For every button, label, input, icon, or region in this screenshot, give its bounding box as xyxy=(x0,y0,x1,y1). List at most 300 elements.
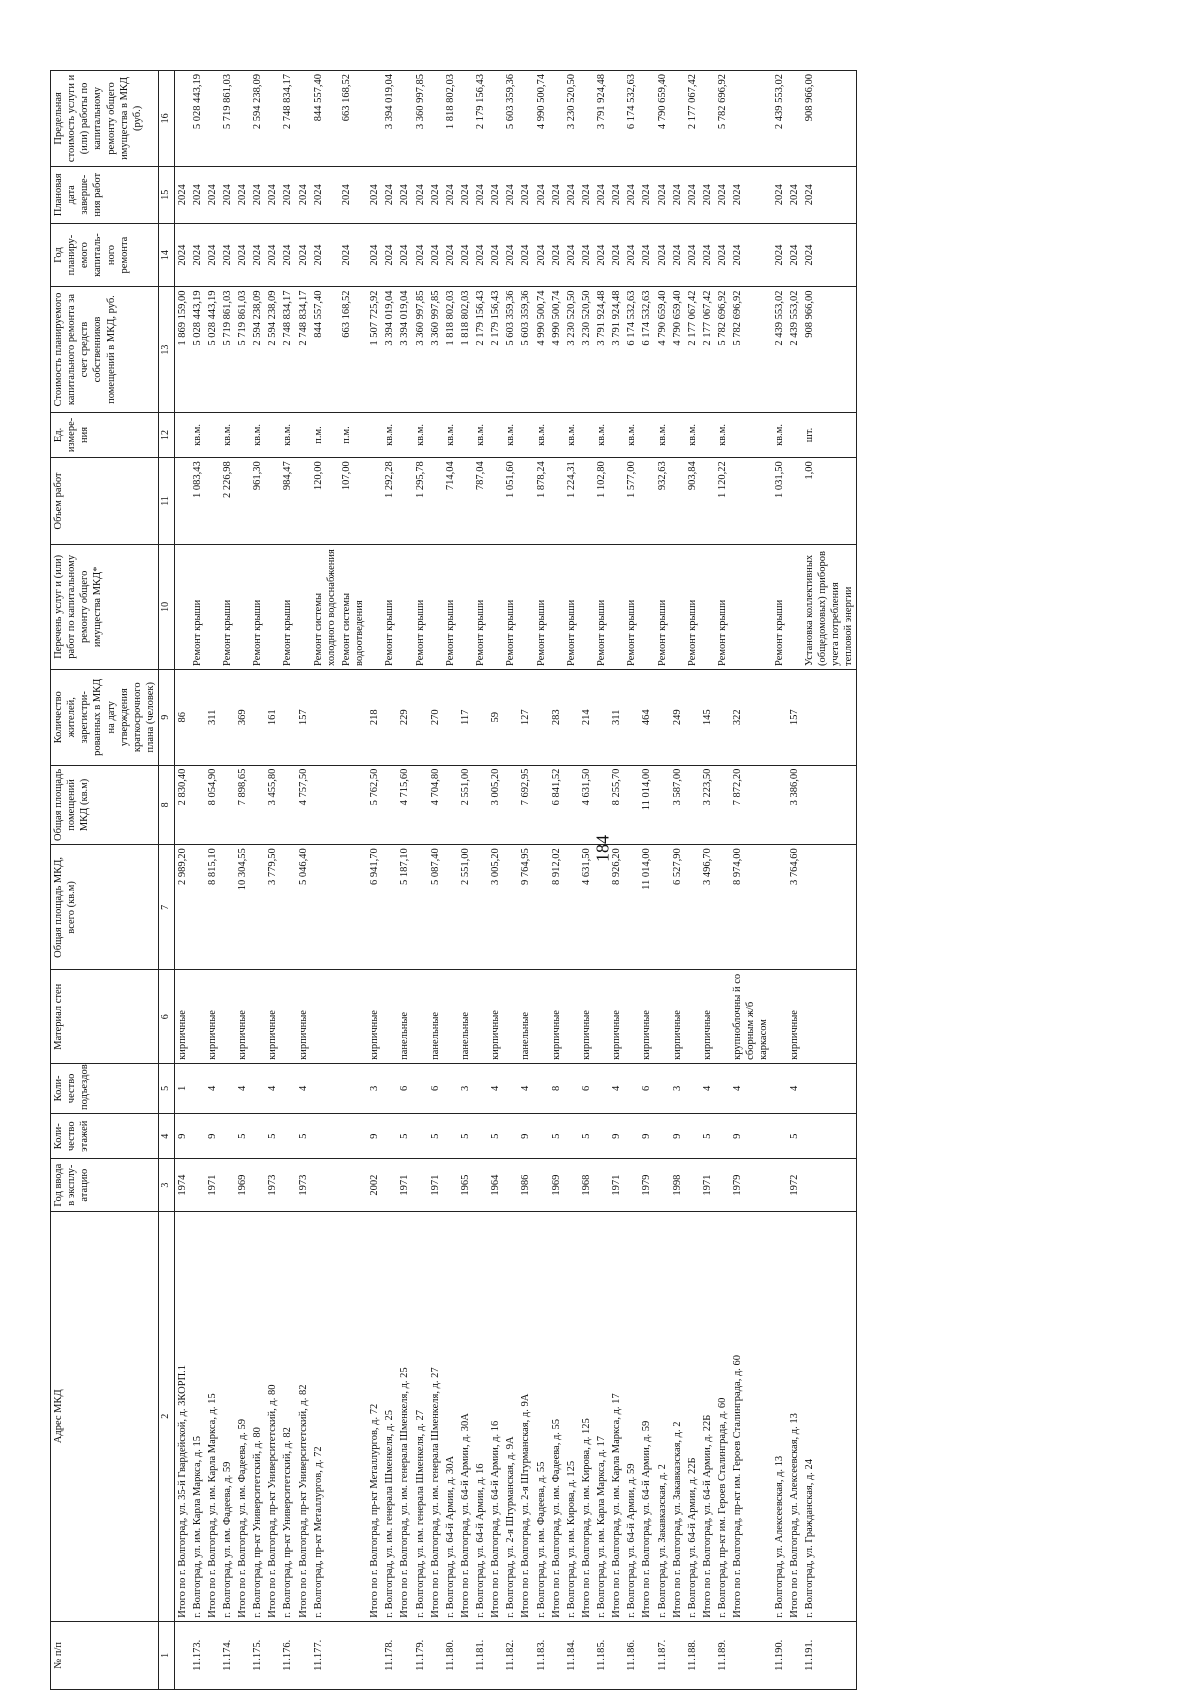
table-cell: 2024 xyxy=(311,223,339,287)
table-cell xyxy=(311,1159,339,1211)
table-cell xyxy=(235,1621,250,1689)
table-cell: 1965 xyxy=(458,1159,473,1211)
table-cell: 5 603 359,36 xyxy=(503,287,518,412)
table-cell xyxy=(339,845,367,970)
table-cell xyxy=(579,458,594,545)
table-cell: Итого по г. Волгоград, пр-кт Университетский, д. 80 xyxy=(265,1211,280,1621)
table-cell: 2024 xyxy=(339,166,367,223)
table-cell xyxy=(518,412,533,458)
table-cell: 3 394 019,04 xyxy=(397,287,412,412)
table-cell: г. Волгоград, ул. им. Карла Маркса, д. 15 xyxy=(190,1211,205,1621)
table-cell: 2024 xyxy=(787,223,802,287)
table-cell: 1973 xyxy=(265,1159,280,1211)
table-cell: кв.м. xyxy=(250,412,265,458)
table-cell: 1969 xyxy=(549,1159,564,1211)
table-cell xyxy=(413,845,428,970)
table-cell: 2 179 156,43 xyxy=(488,287,503,412)
table-cell: 214 xyxy=(579,669,594,765)
table-cell: 6 174 532,63 xyxy=(624,71,639,167)
table-cell xyxy=(685,845,700,970)
table-cell xyxy=(564,970,579,1063)
table-cell xyxy=(700,412,715,458)
table-cell: кирпичные xyxy=(235,970,250,1063)
table-cell: кв.м. xyxy=(624,412,639,458)
table-cell xyxy=(579,412,594,458)
table-cell: 6 841,52 xyxy=(549,765,564,845)
table-row xyxy=(700,71,715,1690)
table-cell: 1971 xyxy=(205,1159,220,1211)
table-cell xyxy=(772,765,787,845)
table-cell xyxy=(549,544,564,669)
table-cell: 2024 xyxy=(174,223,190,287)
table-cell xyxy=(549,71,564,167)
table-cell xyxy=(503,765,518,845)
column-header: Материал стен xyxy=(51,970,159,1063)
table-cell: г. Волгоград, ул. им. Кирова, д. 125 xyxy=(564,1211,579,1621)
table-cell xyxy=(190,1159,205,1211)
page-number: 184 xyxy=(592,835,613,862)
table-cell: 5 xyxy=(700,1113,715,1159)
table-cell xyxy=(685,765,700,845)
table-cell xyxy=(700,544,715,669)
table-cell xyxy=(174,412,190,458)
table-cell xyxy=(280,765,295,845)
table-cell: 11.186. xyxy=(624,1621,639,1689)
table-cell: 1 869 159,00 xyxy=(174,287,190,412)
table-cell xyxy=(639,71,654,167)
table-cell: Итого по г. Волгоград, ул. 64-й Армии, д. 59 xyxy=(639,1211,654,1621)
column-header: Адрес МКД xyxy=(51,1211,159,1621)
table-cell: г. Волгоград, пр-кт Университетский, д. 80 xyxy=(250,1211,265,1621)
table-cell: 6 xyxy=(397,1063,412,1113)
table-cell xyxy=(624,1063,639,1113)
table-row xyxy=(670,71,685,1690)
table-cell xyxy=(730,412,771,458)
table-cell: 11.176. xyxy=(280,1621,295,1689)
table-cell: 3 791 924,48 xyxy=(609,287,624,412)
table-cell xyxy=(367,458,382,545)
table-cell xyxy=(772,669,787,765)
table-row xyxy=(685,71,700,1690)
column-number: 9 xyxy=(159,669,175,765)
table-cell: Ремонт крыши xyxy=(685,544,700,669)
table-cell: Ремонт крыши xyxy=(382,544,397,669)
table-cell: 2024 xyxy=(549,223,564,287)
table-cell xyxy=(594,1113,609,1159)
table-cell: 3 791 924,48 xyxy=(594,287,609,412)
table-cell: 2024 xyxy=(235,166,250,223)
table-cell: 5 xyxy=(787,1113,802,1159)
table-cell: 1 818 802,03 xyxy=(443,287,458,412)
table-cell: Итого по г. Волгоград, пр-кт Металлургов, д. 72 xyxy=(367,1211,382,1621)
table-cell xyxy=(413,669,428,765)
table-cell: 11.191. xyxy=(802,1621,857,1689)
table-cell: Итого по г. Волгоград, ул. Закавказская, д. 2 xyxy=(670,1211,685,1621)
table-cell xyxy=(655,1063,670,1113)
table-cell: 2024 xyxy=(280,223,295,287)
table-cell: 11.177. xyxy=(311,1621,339,1689)
table-cell xyxy=(280,1063,295,1113)
table-cell: кв.м. xyxy=(534,412,549,458)
table-cell: г. Волгоград, ул. им. Фадеева, д. 59 xyxy=(220,1211,235,1621)
table-cell: 2024 xyxy=(700,166,715,223)
table-cell: 7 898,65 xyxy=(235,765,250,845)
table-cell: 11.189. xyxy=(715,1621,730,1689)
table-cell xyxy=(428,458,443,545)
table-cell xyxy=(473,970,488,1063)
table-cell xyxy=(382,1063,397,1113)
table-cell: г. Волгоград, ул. им. генерала Шменкеля, д. 27 xyxy=(413,1211,428,1621)
table-cell: 2 177 067,42 xyxy=(685,71,700,167)
table-cell: п.м. xyxy=(311,412,339,458)
table-cell xyxy=(534,845,549,970)
table-cell xyxy=(339,1621,367,1689)
table-cell: 5 xyxy=(458,1113,473,1159)
table-cell: Ремонт крыши xyxy=(594,544,609,669)
table-cell: Итого по г. Волгоград, ул. им. Карла Маркса, д. 17 xyxy=(609,1211,624,1621)
table-cell: 4 715,60 xyxy=(397,765,412,845)
table-cell: 1 120,22 xyxy=(715,458,730,545)
table-row xyxy=(265,71,280,1690)
table-cell xyxy=(488,1621,503,1689)
table-cell xyxy=(534,970,549,1063)
table-cell xyxy=(700,1621,715,1689)
table-cell: г. Волгоград, ул. 64-й Армии, д. 22Б xyxy=(685,1211,700,1621)
table-cell xyxy=(685,1113,700,1159)
table-cell xyxy=(382,1159,397,1211)
table-cell: 6 527,90 xyxy=(670,845,685,970)
table-cell: г. Волгоград, ул. 64-й Армии, д. 16 xyxy=(473,1211,488,1621)
table-cell xyxy=(339,1211,367,1621)
table-cell xyxy=(190,1113,205,1159)
table-cell: кв.м. xyxy=(473,412,488,458)
table-body xyxy=(174,71,857,1690)
table-cell xyxy=(250,669,265,765)
table-cell: 157 xyxy=(787,669,802,765)
table-cell: 9 764,95 xyxy=(518,845,533,970)
table-cell: 2024 xyxy=(594,223,609,287)
table-row xyxy=(518,71,533,1690)
table-cell xyxy=(397,1621,412,1689)
table-cell: 1973 xyxy=(296,1159,311,1211)
table-row xyxy=(609,71,624,1690)
table-cell: 2024 xyxy=(624,166,639,223)
column-number: 15 xyxy=(159,166,175,223)
table-cell xyxy=(443,845,458,970)
table-cell: 3 764,60 xyxy=(787,845,802,970)
table-cell: 908 966,00 xyxy=(802,71,857,167)
table-cell: 2024 xyxy=(802,223,857,287)
table-cell: 5 719 861,03 xyxy=(220,71,235,167)
table-cell xyxy=(190,669,205,765)
table-cell: Ремонт крыши xyxy=(655,544,670,669)
table-cell xyxy=(730,458,771,545)
table-cell: Итого по г. Волгоград, пр-кт им. Героев Сталинграда, д. 60 xyxy=(730,1211,771,1621)
table-cell: 11.183. xyxy=(534,1621,549,1689)
table-cell: 1979 xyxy=(730,1159,771,1211)
table-cell xyxy=(220,1063,235,1113)
table-cell: 9 xyxy=(518,1113,533,1159)
table-cell: Итого по г. Волгоград, ул. им. Кирова, д. 125 xyxy=(579,1211,594,1621)
table-cell: кв.м. xyxy=(190,412,205,458)
table-cell: 2024 xyxy=(624,223,639,287)
table-cell xyxy=(549,412,564,458)
table-cell: крупноблочны й со сборным ж/б каркасом xyxy=(730,970,771,1063)
column-number: 12 xyxy=(159,412,175,458)
table-cell xyxy=(339,1159,367,1211)
table-cell xyxy=(534,1063,549,1113)
table-cell: 2024 xyxy=(250,166,265,223)
table-cell: кв.м. xyxy=(220,412,235,458)
table-cell xyxy=(428,412,443,458)
table-cell: 4 xyxy=(787,1063,802,1113)
table-cell xyxy=(280,1113,295,1159)
table-cell: 3 394 019,04 xyxy=(382,287,397,412)
table-cell: 5 028 443,19 xyxy=(190,71,205,167)
table-cell: 59 xyxy=(488,669,503,765)
table-cell: кирпичные xyxy=(265,970,280,1063)
table-cell xyxy=(428,1621,443,1689)
table-cell: 1 818 802,03 xyxy=(458,287,473,412)
table-cell: 9 xyxy=(730,1113,771,1159)
table-cell: 11.181. xyxy=(473,1621,488,1689)
table-cell: панельные xyxy=(397,970,412,1063)
table-row xyxy=(488,71,503,1690)
table-cell: 4 xyxy=(205,1063,220,1113)
table-cell: 5 782 696,92 xyxy=(715,287,730,412)
table-cell: 5 719 861,03 xyxy=(235,287,250,412)
table-cell: 311 xyxy=(609,669,624,765)
table-cell xyxy=(174,544,190,669)
table-cell: 2024 xyxy=(413,223,428,287)
table-cell: 2 594 238,09 xyxy=(250,71,265,167)
table-cell xyxy=(609,412,624,458)
table-cell: 903,84 xyxy=(685,458,700,545)
table-header-row xyxy=(51,71,159,1690)
table-row xyxy=(624,71,639,1690)
table-cell: 2024 xyxy=(190,166,205,223)
table-cell: 6 941,70 xyxy=(367,845,382,970)
table-cell xyxy=(397,71,412,167)
table-cell: 2024 xyxy=(458,166,473,223)
table-cell: Ремонт крыши xyxy=(772,544,787,669)
table-cell xyxy=(397,412,412,458)
table-cell: 6 xyxy=(639,1063,654,1113)
table-cell: 2 179 156,43 xyxy=(473,287,488,412)
table-cell: 5 782 696,92 xyxy=(730,287,771,412)
table-cell: 2024 xyxy=(715,223,730,287)
table-cell: 2024 xyxy=(772,223,787,287)
table-cell xyxy=(443,1159,458,1211)
table-cell xyxy=(220,669,235,765)
table-cell: 5 xyxy=(296,1113,311,1159)
table-cell xyxy=(413,1063,428,1113)
table-cell xyxy=(534,669,549,765)
table-cell: 2 439 553,02 xyxy=(772,287,787,412)
table-cell xyxy=(624,1113,639,1159)
table-cell: 2024 xyxy=(594,166,609,223)
table-cell: 5 xyxy=(397,1113,412,1159)
table-cell: 6 xyxy=(579,1063,594,1113)
table-cell: 3 779,50 xyxy=(265,845,280,970)
table-cell: 5 xyxy=(549,1113,564,1159)
table-cell: г. Волгоград, ул. Гражданская, д. 24 xyxy=(802,1211,857,1621)
table-cell xyxy=(503,970,518,1063)
table-cell: Итого по г. Волгоград, пр-кт Университетский, д. 82 xyxy=(296,1211,311,1621)
table-cell: 4 xyxy=(700,1063,715,1113)
table-cell xyxy=(564,1159,579,1211)
table-cell xyxy=(518,544,533,669)
table-cell xyxy=(503,845,518,970)
table-cell: 2024 xyxy=(296,223,311,287)
table-cell: кв.м. xyxy=(715,412,730,458)
table-cell: 3 xyxy=(670,1063,685,1113)
table-cell: 3 xyxy=(367,1063,382,1113)
table-cell xyxy=(174,458,190,545)
table-cell: 8 974,00 xyxy=(730,845,771,970)
table-cell: 2024 xyxy=(296,166,311,223)
table-cell xyxy=(473,765,488,845)
table-cell xyxy=(670,1621,685,1689)
table-cell xyxy=(594,1063,609,1113)
table-cell: 663 168,52 xyxy=(339,287,367,412)
table-cell: 120,00 xyxy=(311,458,339,545)
column-header: Предельная стоимость услуги и (или) работы по капитальному ремонту общего имущества в МКД (руб.) xyxy=(51,71,159,167)
table-cell: 2024 xyxy=(413,166,428,223)
table-cell: 1979 xyxy=(639,1159,654,1211)
table-cell xyxy=(235,71,250,167)
table-cell: Итого по г. Волгоград, ул. 35-й Гвардейской, д. 3КОРП.1 xyxy=(174,1211,190,1621)
table-cell xyxy=(205,544,220,669)
column-number: 14 xyxy=(159,223,175,287)
table-cell: Итого по г. Волгоград, ул. им. генерала Шменкеля, д. 27 xyxy=(428,1211,443,1621)
table-cell xyxy=(190,845,205,970)
table-cell: 161 xyxy=(265,669,280,765)
table-cell xyxy=(715,845,730,970)
table-cell: 5 603 359,36 xyxy=(518,287,533,412)
table-cell: 8 054,90 xyxy=(205,765,220,845)
table-cell: Ремонт крыши xyxy=(190,544,205,669)
table-cell: Ремонт крыши xyxy=(534,544,549,669)
table-cell xyxy=(382,1113,397,1159)
table-cell xyxy=(730,544,771,669)
table-cell xyxy=(715,1063,730,1113)
table-cell xyxy=(534,1113,549,1159)
table-cell: 2 989,20 xyxy=(174,845,190,970)
table-cell: 2024 xyxy=(174,166,190,223)
table-cell: 1 295,78 xyxy=(413,458,428,545)
table-cell: кирпичные xyxy=(579,970,594,1063)
table-cell: 9 xyxy=(670,1113,685,1159)
table-cell: 2024 xyxy=(685,166,700,223)
column-number: 1 xyxy=(159,1621,175,1689)
table-cell xyxy=(443,1063,458,1113)
table-cell xyxy=(715,669,730,765)
table-cell: 2024 xyxy=(503,166,518,223)
table-cell xyxy=(685,970,700,1063)
table-cell xyxy=(715,1113,730,1159)
table-cell: 2024 xyxy=(639,223,654,287)
column-number: 3 xyxy=(159,1159,175,1211)
table-cell xyxy=(579,544,594,669)
table-cell xyxy=(624,845,639,970)
table-cell xyxy=(473,669,488,765)
table-cell xyxy=(772,970,787,1063)
table-cell: 3 005,20 xyxy=(488,845,503,970)
table-row xyxy=(382,71,397,1690)
table-cell xyxy=(594,845,609,970)
table-cell: 11.185. xyxy=(594,1621,609,1689)
table-cell xyxy=(220,845,235,970)
table-cell: 1968 xyxy=(579,1159,594,1211)
table-cell: 2024 xyxy=(265,166,280,223)
column-number: 2 xyxy=(159,1211,175,1621)
table-cell: 2024 xyxy=(518,223,533,287)
table-cell: 11.175. xyxy=(250,1621,265,1689)
table-cell: 5 762,50 xyxy=(367,765,382,845)
table-cell xyxy=(518,71,533,167)
table-cell: 2024 xyxy=(311,166,339,223)
table-cell: 5 782 696,92 xyxy=(715,71,730,167)
table-cell: кв.м. xyxy=(443,412,458,458)
table-cell: 1971 xyxy=(609,1159,624,1211)
table-row xyxy=(579,71,594,1690)
table-cell xyxy=(655,1113,670,1159)
table-cell xyxy=(250,765,265,845)
table-cell: 3 230 520,50 xyxy=(564,287,579,412)
column-number: 16 xyxy=(159,71,175,167)
table-cell xyxy=(624,765,639,845)
table-row xyxy=(339,71,367,1690)
table-cell xyxy=(220,1113,235,1159)
table-cell: 3 496,70 xyxy=(700,845,715,970)
column-number: 11 xyxy=(159,458,175,545)
table-cell: кв.м. xyxy=(594,412,609,458)
table-cell: Итого по г. Волгоград, ул. 64-й Армии, д. 22Б xyxy=(700,1211,715,1621)
table-cell: 8 255,70 xyxy=(609,765,624,845)
table-cell xyxy=(670,71,685,167)
table-cell: 2024 xyxy=(730,223,771,287)
table-cell xyxy=(655,845,670,970)
table-row xyxy=(311,71,339,1690)
table-cell: 11.173. xyxy=(190,1621,205,1689)
table-cell xyxy=(397,458,412,545)
column-header: Коли-чество этажей xyxy=(51,1113,159,1159)
column-number: 5 xyxy=(159,1063,175,1113)
table-cell: 1971 xyxy=(700,1159,715,1211)
table-cell: 11.180. xyxy=(443,1621,458,1689)
table-cell: 6 xyxy=(428,1063,443,1113)
table-cell xyxy=(518,1621,533,1689)
table-cell xyxy=(579,1621,594,1689)
table-row xyxy=(220,71,235,1690)
table-cell: 5 046,40 xyxy=(296,845,311,970)
table-cell xyxy=(639,1621,654,1689)
table-cell xyxy=(413,1113,428,1159)
table-cell xyxy=(220,970,235,1063)
table-cell: 2024 xyxy=(518,166,533,223)
column-number: 7 xyxy=(159,845,175,970)
table-cell: 11.179. xyxy=(413,1621,428,1689)
table-cell: кв.м. xyxy=(503,412,518,458)
table-cell: 5 xyxy=(265,1113,280,1159)
table-cell xyxy=(311,1063,339,1113)
table-row xyxy=(639,71,654,1690)
column-header: Год планиру-емого капиталь-ного ремонта xyxy=(51,223,159,287)
table-cell: 2024 xyxy=(190,223,205,287)
table-cell: 2024 xyxy=(367,166,382,223)
table-cell: г. Волгоград, ул. им. Карла Маркса, д. 17 xyxy=(594,1211,609,1621)
